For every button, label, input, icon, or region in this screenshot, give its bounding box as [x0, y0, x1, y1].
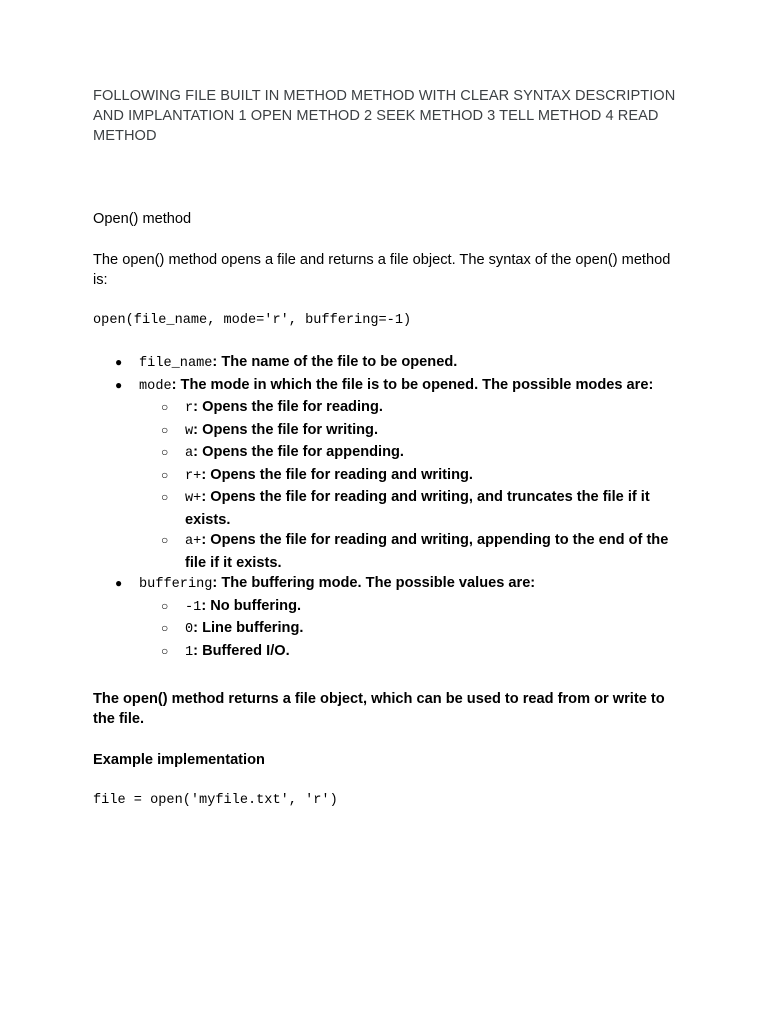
example-heading: Example implementation — [93, 752, 265, 768]
returns-paragraph: The open() method returns a file object, which can be used to read from or write to the file. — [93, 691, 665, 727]
list-item — [93, 573, 683, 663]
list-item — [139, 465, 683, 488]
document-title: FOLLOWING FILE BUILT IN METHOD METHOD WITH CLEAR SYNTAX DESCRIPTION AND IMPLANTATION 1 OPEN METHOD 2 SEEK METHOD 3 TELL METHOD 4 READ METHOD — [93, 88, 676, 144]
list-item — [139, 618, 683, 641]
document-page — [93, 86, 683, 811]
option-code: -1 — [185, 599, 202, 615]
option-description: : Opens the file for writing. — [193, 421, 379, 438]
param-description: : The buffering mode. The possible values are: — [212, 575, 536, 591]
mode-options-list — [139, 397, 683, 573]
intro-paragraph: The open() method opens a file and returns a file object. The syntax of the open() method is: — [93, 252, 671, 288]
parameter-list — [93, 352, 683, 663]
bullet-icon: ● — [115, 576, 123, 590]
list-item — [93, 375, 683, 574]
option-description: : Line buffering. — [193, 620, 304, 636]
param-name: file_name — [139, 356, 213, 371]
list-item — [139, 596, 683, 619]
option-description: : Buffered I/O. — [193, 642, 290, 659]
list-item — [139, 420, 683, 443]
list-item — [139, 487, 683, 530]
sub-bullet-icon: ○ — [161, 643, 169, 658]
sub-bullet-icon: ○ — [161, 598, 169, 613]
section-heading: Open() method — [93, 211, 192, 227]
bullet-icon: ● — [115, 377, 123, 392]
param-name: mode — [139, 378, 172, 394]
option-code: r — [185, 401, 194, 416]
example-code: file = open('myfile.txt', 'r') — [93, 793, 338, 808]
syntax-code: open(file_name, mode='r', buffering=-1) — [93, 313, 412, 328]
option-description: : Opens the file for reading and writing, and truncates the file if it exists. — [185, 489, 650, 528]
sub-bullet-icon: ○ — [161, 621, 169, 635]
param-description: : The name of the file to be opened. — [212, 354, 458, 370]
option-code: w+ — [185, 491, 202, 506]
option-code: w — [185, 423, 194, 439]
param-description: : The mode in which the file is to be opened. The possible modes are: — [171, 376, 654, 393]
option-code: 0 — [185, 622, 194, 637]
list-item — [139, 442, 683, 465]
sub-bullet-icon: ○ — [161, 467, 169, 482]
list-item — [139, 530, 683, 573]
sub-bullet-icon: ○ — [161, 400, 169, 414]
option-description: : Opens the file for reading and writing. — [201, 466, 473, 483]
option-description: : Opens the file for reading and writing, appending to the end of the file if it exists. — [185, 532, 669, 571]
buffering-options-list — [139, 596, 683, 664]
list-item — [139, 641, 683, 664]
option-code: a+ — [185, 534, 202, 549]
sub-bullet-icon: ○ — [161, 445, 169, 459]
param-name: buffering — [139, 577, 213, 592]
list-item — [139, 397, 683, 420]
bullet-icon: ● — [115, 355, 123, 369]
list-item — [93, 352, 683, 375]
sub-bullet-icon: ○ — [161, 490, 169, 504]
sub-bullet-icon: ○ — [161, 533, 169, 547]
option-description: : No buffering. — [201, 597, 302, 614]
option-description: : Opens the file for reading. — [193, 399, 383, 415]
option-description: : Opens the file for appending. — [193, 444, 404, 460]
option-code: r+ — [185, 468, 202, 484]
sub-bullet-icon: ○ — [161, 422, 169, 437]
option-code: 1 — [185, 644, 194, 660]
option-code: a — [185, 446, 194, 461]
